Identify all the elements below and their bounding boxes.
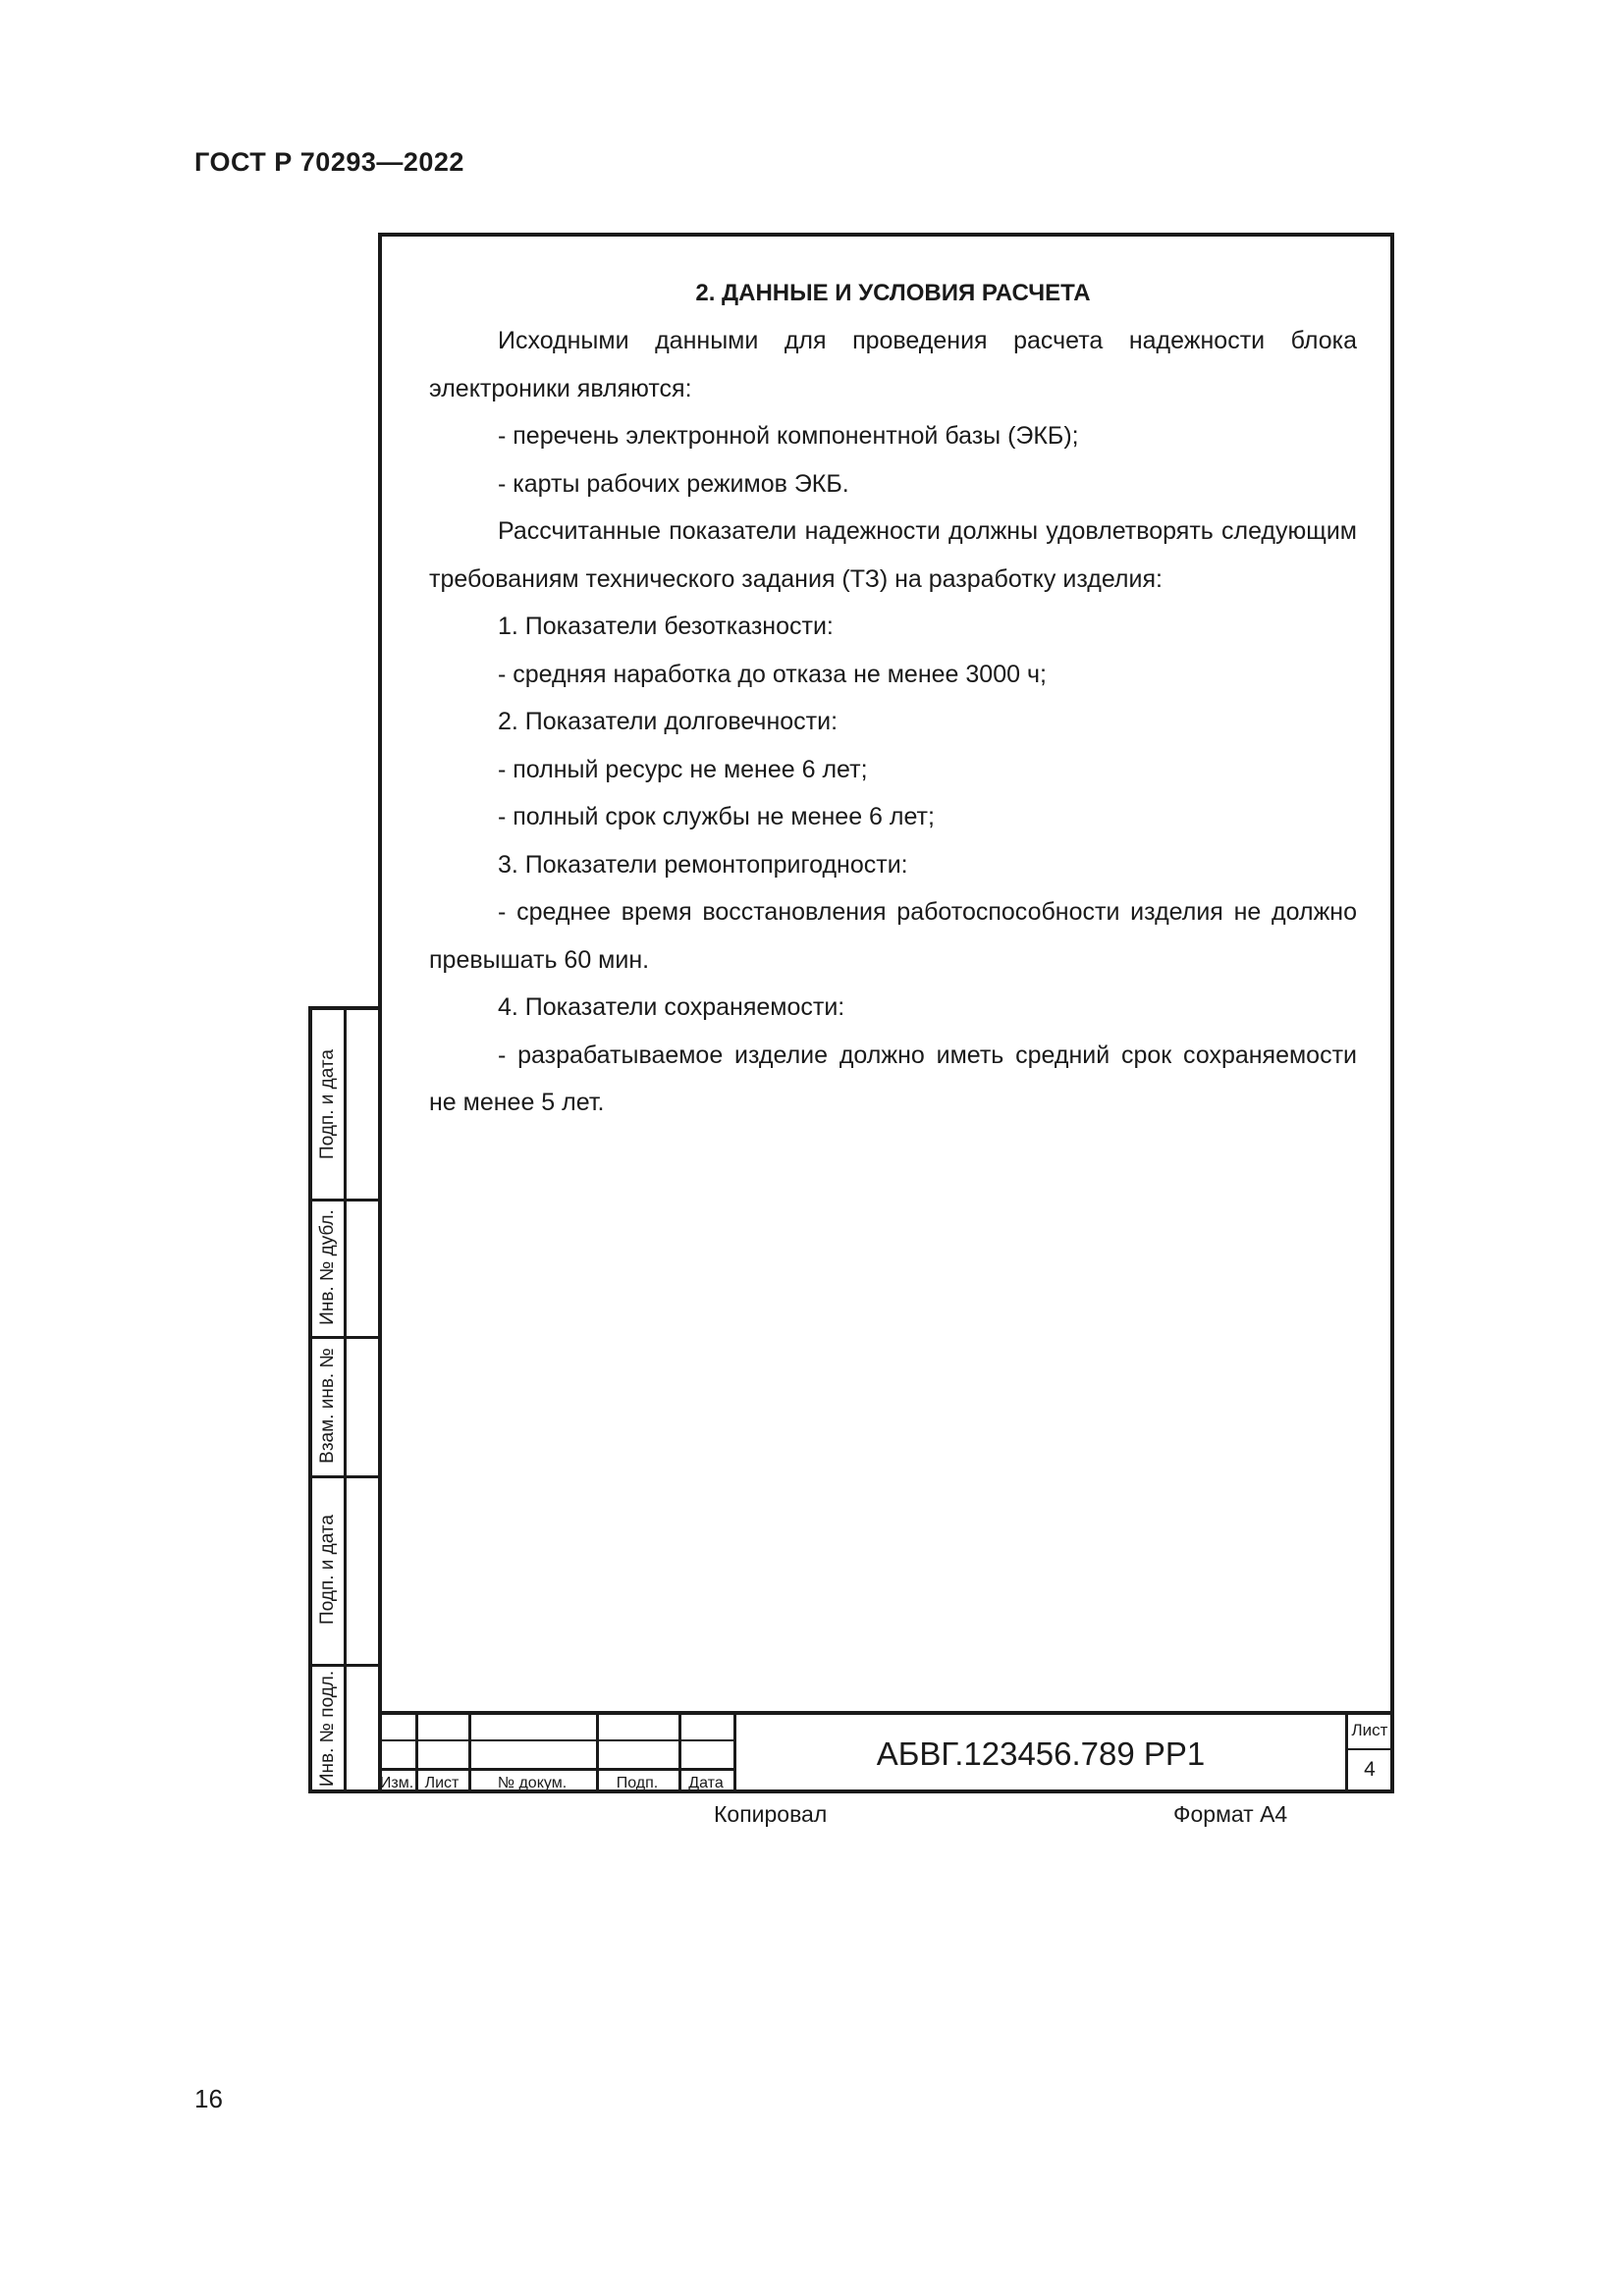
- list-item: - полный срок службы не менее 6 лет;: [498, 803, 935, 830]
- list-item: - карты рабочих режимов ЭКБ.: [498, 469, 849, 498]
- side-label-text: Инв. № дубл.: [317, 1209, 338, 1325]
- drawing-frame: [378, 233, 1394, 1793]
- title-block-row-line: [1345, 1748, 1394, 1750]
- list-heading: 3. Показатели ремонтопригодности:: [498, 850, 908, 879]
- title-block-row-line: [378, 1768, 735, 1771]
- paragraph: - среднее время восстановления работоспособности изделия не должно превышать 60 мин.: [429, 898, 1357, 974]
- side-label-replace-inv: [312, 1336, 344, 1475]
- side-label-text: Подп. и дата: [317, 1515, 339, 1625]
- list-heading: 2. Показатели долговечности:: [498, 708, 839, 735]
- side-stamp: [308, 1006, 382, 1793]
- side-label-dup-inv: [312, 1199, 344, 1336]
- side-label-sign-date-2: [312, 1475, 344, 1664]
- col-label-doc-number: № докум.: [497, 1775, 568, 1791]
- side-label-orig-inv: [312, 1664, 344, 1793]
- side-label-sign-date: [312, 1010, 344, 1199]
- side-stamp-divider: [344, 1010, 347, 1789]
- title-block-row-line: [378, 1739, 735, 1741]
- sheet-number: 4: [1364, 1758, 1376, 1781]
- sheet-label: Лист: [1351, 1721, 1388, 1739]
- paragraph: Исходными данными для проведения расчета надежности блока электроники являются:: [429, 327, 1357, 402]
- list-heading: 4. Показатели сохраняемости:: [498, 993, 845, 1021]
- standard-header: ГОСТ Р 70293—2022: [194, 147, 464, 177]
- section-content: [429, 270, 1357, 1127]
- side-label-text: Инв. № подл.: [317, 1670, 339, 1788]
- list-heading: 1. Показатели безотказности:: [498, 613, 834, 640]
- col-label-change: Изм.: [379, 1775, 414, 1791]
- side-label-text: Взам. инв. №: [317, 1348, 338, 1464]
- title-block: [378, 1711, 1394, 1793]
- section-title: 2. ДАННЫЕ И УСЛОВИЯ РАСЧЕТА: [695, 280, 1091, 306]
- list-item: - полный ресурс не менее 6 лет;: [498, 755, 868, 783]
- document-code: АБВГ.123456.789 РР1: [876, 1735, 1206, 1772]
- side-label-text: Подп. и дата: [317, 1049, 339, 1159]
- format-label: Формат А4: [1173, 1801, 1288, 1827]
- list-item: - средняя наработка до отказа не менее 3000 ч;: [498, 660, 1047, 688]
- copied-label: Копировал: [714, 1801, 828, 1827]
- paragraph: Рассчитанные показатели надежности должны удовлетворять следующим требованиям технического задания (ТЗ) на разработку изделия:: [429, 517, 1357, 593]
- col-label-sheet: Лист: [424, 1775, 460, 1791]
- page-number: 16: [194, 2084, 223, 2113]
- list-item: - перечень электронной компонентной базы (ЭКБ);: [498, 422, 1079, 450]
- paragraph: - разрабатываемое изделие должно иметь средний срок сохраняемости не менее 5 лет.: [429, 1041, 1357, 1116]
- col-label-date: Дата: [688, 1775, 724, 1791]
- col-label-signature: Подп.: [616, 1775, 659, 1791]
